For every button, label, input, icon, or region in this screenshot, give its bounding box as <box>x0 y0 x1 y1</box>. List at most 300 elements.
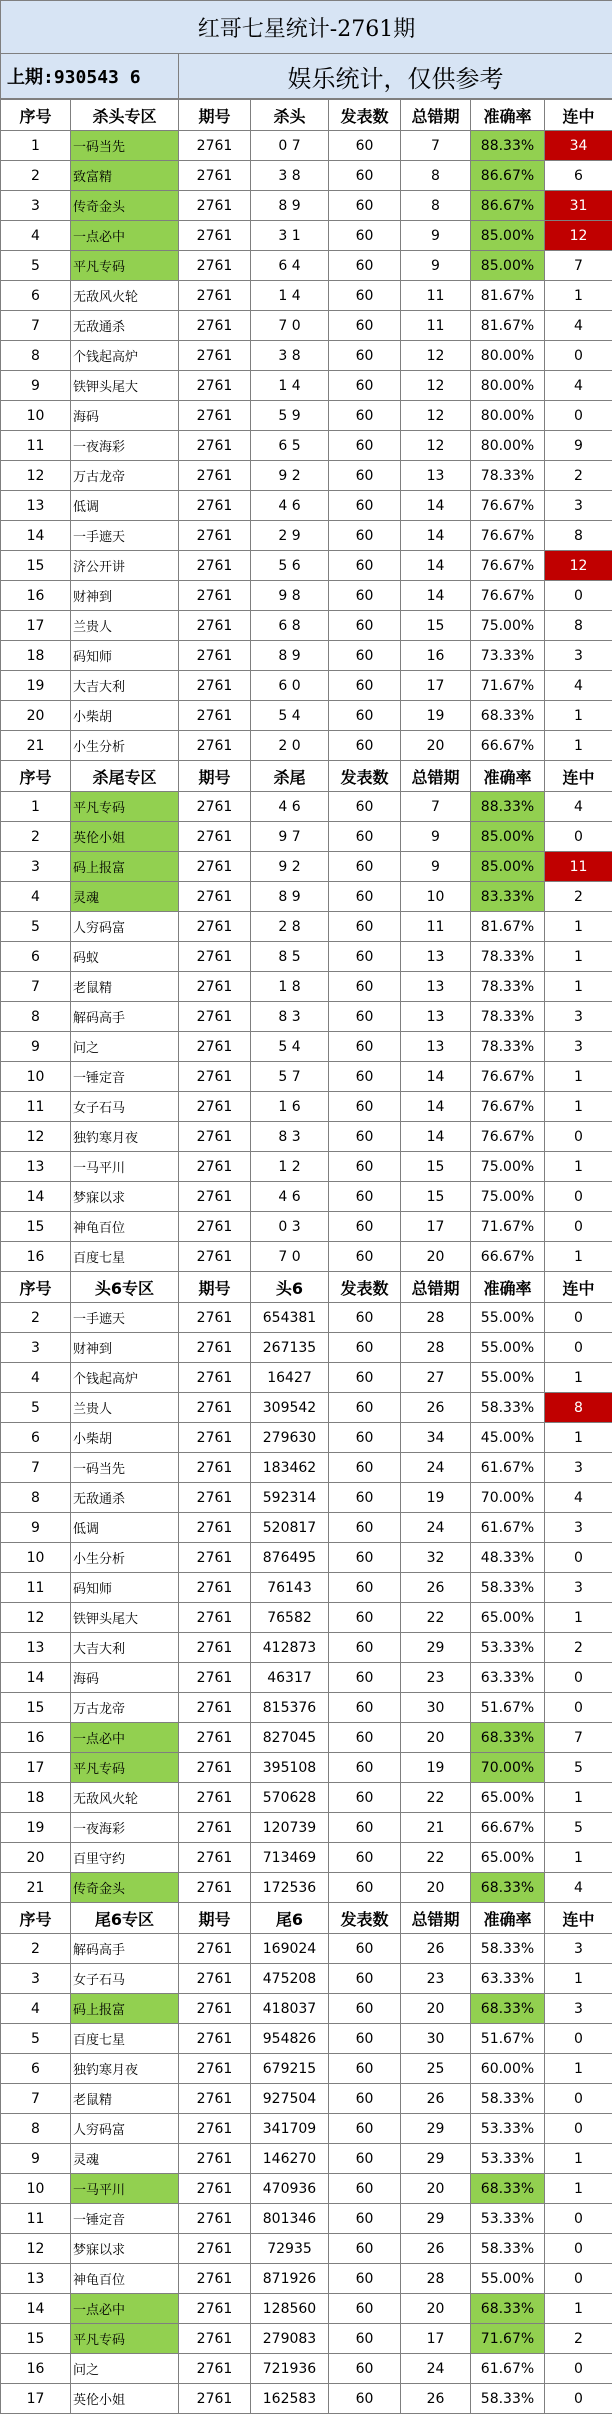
row-index-cell: 17 <box>1 2384 71 2414</box>
table-row <box>1 611 612 641</box>
table-row <box>1 1783 612 1813</box>
win-streak-cell: 3 <box>545 491 612 521</box>
tipster-name-cell: 女子石马 <box>71 1092 179 1122</box>
total-misses-cell: 28 <box>401 1333 471 1363</box>
row-index-cell: 13 <box>1 491 71 521</box>
win-streak-cell: 1 <box>545 2174 612 2204</box>
column-header-post-count: 发表数 <box>329 1272 401 1303</box>
win-streak-cell: 0 <box>545 1333 612 1363</box>
total-misses-cell: 25 <box>401 2054 471 2084</box>
table-row <box>1 1212 612 1242</box>
issue-number-cell: 2761 <box>179 1363 251 1393</box>
post-count-cell: 60 <box>329 1032 401 1062</box>
tipster-name-cell: 一码当先 <box>71 1453 179 1483</box>
table-row <box>1 1303 612 1333</box>
row-index-cell: 19 <box>1 1813 71 1843</box>
win-streak-cell: 11 <box>545 852 612 882</box>
prediction-cell: 6 4 <box>251 251 329 281</box>
tipster-name-cell: 灵魂 <box>71 2144 179 2174</box>
post-count-cell: 60 <box>329 852 401 882</box>
win-streak-cell: 1 <box>545 912 612 942</box>
table-row <box>1 2174 612 2204</box>
prediction-cell: 341709 <box>251 2114 329 2144</box>
prediction-cell: 0 3 <box>251 1212 329 1242</box>
tipster-name-cell: 码知师 <box>71 1573 179 1603</box>
post-count-cell: 60 <box>329 1453 401 1483</box>
table-row <box>1 341 612 371</box>
win-streak-cell: 0 <box>545 2114 612 2144</box>
issue-number-cell: 2761 <box>179 1633 251 1663</box>
prediction-cell: 713469 <box>251 1843 329 1873</box>
prediction-cell: 2 9 <box>251 521 329 551</box>
post-count-cell: 60 <box>329 2054 401 2084</box>
row-index-cell: 10 <box>1 2174 71 2204</box>
tipster-name-cell: 一点必中 <box>71 221 179 251</box>
prediction-cell: 412873 <box>251 1633 329 1663</box>
issue-number-cell: 2761 <box>179 731 251 761</box>
accuracy-rate-cell: 78.33% <box>471 942 545 972</box>
total-misses-cell: 14 <box>401 1122 471 1152</box>
row-index-cell: 15 <box>1 2324 71 2354</box>
table-row <box>1 1603 612 1633</box>
tipster-name-cell: 人穷码富 <box>71 2114 179 2144</box>
row-index-cell: 16 <box>1 1242 71 1272</box>
win-streak-cell: 3 <box>545 1453 612 1483</box>
table-row <box>1 281 612 311</box>
win-streak-cell: 4 <box>545 371 612 401</box>
table-row <box>1 1873 612 1903</box>
accuracy-rate-cell: 75.00% <box>471 1182 545 1212</box>
row-index-cell: 10 <box>1 1062 71 1092</box>
row-index-cell: 4 <box>1 882 71 912</box>
total-misses-cell: 27 <box>401 1363 471 1393</box>
win-streak-cell: 1 <box>545 1152 612 1182</box>
row-index-cell: 9 <box>1 1513 71 1543</box>
tipster-name-cell: 个钱起高炉 <box>71 341 179 371</box>
post-count-cell: 60 <box>329 191 401 221</box>
post-count-cell: 60 <box>329 161 401 191</box>
tipster-name-cell: 人穷码富 <box>71 912 179 942</box>
accuracy-rate-cell: 75.00% <box>471 611 545 641</box>
table-row <box>1 1483 612 1513</box>
accuracy-rate-cell: 58.33% <box>471 2234 545 2264</box>
disclaimer-motto: 娱乐统计，仅供参考 <box>179 54 612 99</box>
row-index-cell: 14 <box>1 521 71 551</box>
table-row <box>1 2234 612 2264</box>
tipster-name-cell: 小柴胡 <box>71 701 179 731</box>
issue-number-cell: 2761 <box>179 2294 251 2324</box>
section-header <box>1 1903 612 1934</box>
prediction-cell: 470936 <box>251 2174 329 2204</box>
win-streak-cell: 2 <box>545 882 612 912</box>
accuracy-rate-cell: 71.67% <box>471 2324 545 2354</box>
issue-number-cell: 2761 <box>179 1483 251 1513</box>
issue-number-cell: 2761 <box>179 1663 251 1693</box>
prediction-cell: 183462 <box>251 1453 329 1483</box>
win-streak-cell: 3 <box>545 1573 612 1603</box>
win-streak-cell: 3 <box>545 641 612 671</box>
win-streak-cell: 5 <box>545 1753 612 1783</box>
issue-number-cell: 2761 <box>179 1994 251 2024</box>
accuracy-rate-cell: 61.67% <box>471 1513 545 1543</box>
prediction-cell: 815376 <box>251 1693 329 1723</box>
row-index-cell: 14 <box>1 2294 71 2324</box>
table-row <box>1 972 612 1002</box>
issue-number-cell: 2761 <box>179 611 251 641</box>
post-count-cell: 60 <box>329 2264 401 2294</box>
accuracy-rate-cell: 71.67% <box>471 671 545 701</box>
row-index-cell: 16 <box>1 2354 71 2384</box>
table-row <box>1 521 612 551</box>
issue-number-cell: 2761 <box>179 221 251 251</box>
row-index-cell: 6 <box>1 942 71 972</box>
column-header-win-streak: 连中 <box>545 1903 612 1934</box>
table-row <box>1 401 612 431</box>
issue-number-cell: 2761 <box>179 1873 251 1903</box>
issue-number-cell: 2761 <box>179 2084 251 2114</box>
table-row <box>1 581 612 611</box>
tipster-name-cell: 码上报富 <box>71 1994 179 2024</box>
total-misses-cell: 14 <box>401 1062 471 1092</box>
accuracy-rate-cell: 85.00% <box>471 852 545 882</box>
total-misses-cell: 20 <box>401 1873 471 1903</box>
post-count-cell: 60 <box>329 1663 401 1693</box>
win-streak-cell: 4 <box>545 1483 612 1513</box>
win-streak-cell: 1 <box>545 281 612 311</box>
total-misses-cell: 15 <box>401 1182 471 1212</box>
prediction-cell: 7 0 <box>251 1242 329 1272</box>
table-row <box>1 2024 612 2054</box>
prediction-cell: 8 9 <box>251 641 329 671</box>
prediction-cell: 8 3 <box>251 1122 329 1152</box>
total-misses-cell: 23 <box>401 1964 471 1994</box>
win-streak-cell: 3 <box>545 1032 612 1062</box>
post-count-cell: 60 <box>329 1543 401 1573</box>
win-streak-cell: 31 <box>545 191 612 221</box>
post-count-cell: 60 <box>329 1333 401 1363</box>
column-header-win-streak: 连中 <box>545 100 612 131</box>
issue-number-cell: 2761 <box>179 942 251 972</box>
column-header-tipster-name: 杀尾专区 <box>71 761 179 792</box>
post-count-cell: 60 <box>329 2204 401 2234</box>
column-header-issue-number: 期号 <box>179 1903 251 1934</box>
column-header-accuracy-rate: 准确率 <box>471 100 545 131</box>
tipster-name-cell: 大吉大利 <box>71 671 179 701</box>
section-header <box>1 1272 612 1303</box>
tipster-name-cell: 个钱起高炉 <box>71 1363 179 1393</box>
tipster-name-cell: 财神到 <box>71 1333 179 1363</box>
row-index-cell: 6 <box>1 281 71 311</box>
post-count-cell: 60 <box>329 1873 401 1903</box>
prediction-cell: 827045 <box>251 1723 329 1753</box>
tipster-name-cell: 问之 <box>71 2354 179 2384</box>
row-index-cell: 12 <box>1 2234 71 2264</box>
row-index-cell: 20 <box>1 701 71 731</box>
accuracy-rate-cell: 85.00% <box>471 822 545 852</box>
issue-number-cell: 2761 <box>179 792 251 822</box>
tipster-name-cell: 兰贵人 <box>71 1393 179 1423</box>
total-misses-cell: 30 <box>401 1693 471 1723</box>
post-count-cell: 60 <box>329 281 401 311</box>
tipster-name-cell: 老鼠精 <box>71 2084 179 2114</box>
row-index-cell: 21 <box>1 1873 71 1903</box>
win-streak-cell: 1 <box>545 1603 612 1633</box>
column-header-win-streak: 连中 <box>545 761 612 792</box>
issue-number-cell: 2761 <box>179 2264 251 2294</box>
tipster-name-cell: 无敌风火轮 <box>71 281 179 311</box>
accuracy-rate-cell: 83.33% <box>471 882 545 912</box>
accuracy-rate-cell: 58.33% <box>471 1393 545 1423</box>
prediction-cell: 267135 <box>251 1333 329 1363</box>
row-index-cell: 12 <box>1 1603 71 1633</box>
total-misses-cell: 12 <box>401 371 471 401</box>
issue-number-cell: 2761 <box>179 1333 251 1363</box>
issue-number-cell: 2761 <box>179 1543 251 1573</box>
row-index-cell: 8 <box>1 341 71 371</box>
table-row <box>1 1813 612 1843</box>
total-misses-cell: 14 <box>401 521 471 551</box>
win-streak-cell: 1 <box>545 2294 612 2324</box>
table-row <box>1 1964 612 1994</box>
accuracy-rate-cell: 45.00% <box>471 1423 545 1453</box>
prediction-cell: 721936 <box>251 2354 329 2384</box>
accuracy-rate-cell: 76.67% <box>471 581 545 611</box>
post-count-cell: 60 <box>329 131 401 161</box>
tipster-name-cell: 传奇金头 <box>71 191 179 221</box>
issue-number-cell: 2761 <box>179 251 251 281</box>
total-misses-cell: 26 <box>401 1573 471 1603</box>
post-count-cell: 60 <box>329 371 401 401</box>
row-index-cell: 16 <box>1 1723 71 1753</box>
win-streak-cell: 1 <box>545 1843 612 1873</box>
post-count-cell: 60 <box>329 1994 401 2024</box>
column-header-prediction: 杀头 <box>251 100 329 131</box>
accuracy-rate-cell: 68.33% <box>471 1873 545 1903</box>
win-streak-cell: 1 <box>545 2144 612 2174</box>
total-misses-cell: 29 <box>401 2114 471 2144</box>
total-misses-cell: 15 <box>401 611 471 641</box>
accuracy-rate-cell: 61.67% <box>471 2354 545 2384</box>
column-header-total-misses: 总错期 <box>401 100 471 131</box>
tipster-name-cell: 铁钾头尾大 <box>71 371 179 401</box>
prediction-cell: 1 2 <box>251 1152 329 1182</box>
column-header-tipster-name: 头6专区 <box>71 1272 179 1303</box>
prediction-cell: 592314 <box>251 1483 329 1513</box>
tipster-name-cell: 海码 <box>71 1663 179 1693</box>
post-count-cell: 60 <box>329 431 401 461</box>
tipster-name-cell: 独钓寒月夜 <box>71 2054 179 2084</box>
total-misses-cell: 21 <box>401 1813 471 1843</box>
tipster-name-cell: 神龟百位 <box>71 1212 179 1242</box>
tipster-name-cell: 小柴胡 <box>71 1423 179 1453</box>
post-count-cell: 60 <box>329 1573 401 1603</box>
issue-number-cell: 2761 <box>179 1212 251 1242</box>
issue-number-cell: 2761 <box>179 2204 251 2234</box>
row-index-cell: 4 <box>1 1363 71 1393</box>
prediction-cell: 279083 <box>251 2324 329 2354</box>
total-misses-cell: 7 <box>401 792 471 822</box>
tipster-name-cell: 财神到 <box>71 581 179 611</box>
table-row <box>1 161 612 191</box>
tipster-name-cell: 百里守约 <box>71 1843 179 1873</box>
prediction-cell: 16427 <box>251 1363 329 1393</box>
accuracy-rate-cell: 55.00% <box>471 2264 545 2294</box>
total-misses-cell: 14 <box>401 581 471 611</box>
row-index-cell: 14 <box>1 1663 71 1693</box>
total-misses-cell: 20 <box>401 2174 471 2204</box>
issue-number-cell: 2761 <box>179 1242 251 1272</box>
tipster-name-cell: 一夜海彩 <box>71 1813 179 1843</box>
win-streak-cell: 0 <box>545 1543 612 1573</box>
table-row <box>1 491 612 521</box>
issue-number-cell: 2761 <box>179 1032 251 1062</box>
accuracy-rate-cell: 76.67% <box>471 1122 545 1152</box>
post-count-cell: 60 <box>329 1723 401 1753</box>
total-misses-cell: 12 <box>401 341 471 371</box>
accuracy-rate-cell: 53.33% <box>471 2114 545 2144</box>
row-index-cell: 3 <box>1 1964 71 1994</box>
stats-table <box>0 99 612 2414</box>
post-count-cell: 60 <box>329 2354 401 2384</box>
tipster-name-cell: 一点必中 <box>71 1723 179 1753</box>
prediction-cell: 46317 <box>251 1663 329 1693</box>
accuracy-rate-cell: 58.33% <box>471 1573 545 1603</box>
table-row <box>1 1002 612 1032</box>
prediction-cell: 927504 <box>251 2084 329 2114</box>
accuracy-rate-cell: 68.33% <box>471 2294 545 2324</box>
post-count-cell: 60 <box>329 1152 401 1182</box>
post-count-cell: 60 <box>329 521 401 551</box>
issue-number-cell: 2761 <box>179 1092 251 1122</box>
issue-number-cell: 2761 <box>179 2354 251 2384</box>
row-index-cell: 5 <box>1 1393 71 1423</box>
table-row <box>1 671 612 701</box>
win-streak-cell: 4 <box>545 671 612 701</box>
total-misses-cell: 19 <box>401 1753 471 1783</box>
prediction-cell: 9 2 <box>251 852 329 882</box>
tipster-name-cell: 解码高手 <box>71 1002 179 1032</box>
issue-number-cell: 2761 <box>179 2114 251 2144</box>
issue-number-cell: 2761 <box>179 1753 251 1783</box>
issue-number-cell: 2761 <box>179 191 251 221</box>
win-streak-cell: 1 <box>545 2054 612 2084</box>
total-misses-cell: 34 <box>401 1423 471 1453</box>
win-streak-cell: 0 <box>545 2204 612 2234</box>
prediction-cell: 146270 <box>251 2144 329 2174</box>
issue-number-cell: 2761 <box>179 431 251 461</box>
issue-number-cell: 2761 <box>179 822 251 852</box>
post-count-cell: 60 <box>329 1753 401 1783</box>
tipster-name-cell: 英伦小姐 <box>71 2384 179 2414</box>
issue-number-cell: 2761 <box>179 1182 251 1212</box>
post-count-cell: 60 <box>329 1633 401 1663</box>
accuracy-rate-cell: 53.33% <box>471 2144 545 2174</box>
tipster-name-cell: 无敌通杀 <box>71 1483 179 1513</box>
prediction-cell: 2 0 <box>251 731 329 761</box>
post-count-cell: 60 <box>329 1062 401 1092</box>
accuracy-rate-cell: 63.33% <box>471 1663 545 1693</box>
win-streak-cell: 8 <box>545 1393 612 1423</box>
accuracy-rate-cell: 53.33% <box>471 1633 545 1663</box>
total-misses-cell: 11 <box>401 912 471 942</box>
table-row <box>1 1663 612 1693</box>
accuracy-rate-cell: 68.33% <box>471 2174 545 2204</box>
prediction-cell: 279630 <box>251 1423 329 1453</box>
total-misses-cell: 17 <box>401 1212 471 1242</box>
prediction-cell: 72935 <box>251 2234 329 2264</box>
accuracy-rate-cell: 66.67% <box>471 1813 545 1843</box>
prediction-cell: 5 6 <box>251 551 329 581</box>
total-misses-cell: 17 <box>401 671 471 701</box>
win-streak-cell: 0 <box>545 2084 612 2114</box>
total-misses-cell: 17 <box>401 2324 471 2354</box>
table-row <box>1 1453 612 1483</box>
row-index-cell: 5 <box>1 251 71 281</box>
table-row <box>1 2054 612 2084</box>
accuracy-rate-cell: 76.67% <box>471 1092 545 1122</box>
column-header-issue-number: 期号 <box>179 761 251 792</box>
prediction-cell: 1 6 <box>251 1092 329 1122</box>
column-header-prediction: 头6 <box>251 1272 329 1303</box>
table-row <box>1 1092 612 1122</box>
total-misses-cell: 8 <box>401 161 471 191</box>
table-row <box>1 1543 612 1573</box>
table-row <box>1 1062 612 1092</box>
column-header-row-index: 序号 <box>1 1272 71 1303</box>
row-index-cell: 12 <box>1 1122 71 1152</box>
row-index-cell: 15 <box>1 1212 71 1242</box>
row-index-cell: 3 <box>1 1333 71 1363</box>
prediction-cell: 6 8 <box>251 611 329 641</box>
win-streak-cell: 8 <box>545 521 612 551</box>
tipster-name-cell: 铁钾头尾大 <box>71 1603 179 1633</box>
win-streak-cell: 1 <box>545 1783 612 1813</box>
accuracy-rate-cell: 51.67% <box>471 1693 545 1723</box>
post-count-cell: 60 <box>329 1843 401 1873</box>
post-count-cell: 60 <box>329 701 401 731</box>
row-index-cell: 12 <box>1 461 71 491</box>
issue-number-cell: 2761 <box>179 401 251 431</box>
post-count-cell: 60 <box>329 882 401 912</box>
row-index-cell: 13 <box>1 1152 71 1182</box>
total-misses-cell: 28 <box>401 2264 471 2294</box>
row-index-cell: 4 <box>1 1994 71 2024</box>
tipster-name-cell: 小生分析 <box>71 731 179 761</box>
win-streak-cell: 0 <box>545 581 612 611</box>
tipster-name-cell: 英伦小姐 <box>71 822 179 852</box>
accuracy-rate-cell: 53.33% <box>471 2204 545 2234</box>
row-index-cell: 2 <box>1 1934 71 1964</box>
prediction-cell: 169024 <box>251 1934 329 1964</box>
post-count-cell: 60 <box>329 972 401 1002</box>
accuracy-rate-cell: 65.00% <box>471 1603 545 1633</box>
tipster-name-cell: 平凡专码 <box>71 792 179 822</box>
accuracy-rate-cell: 58.33% <box>471 2384 545 2414</box>
total-misses-cell: 9 <box>401 251 471 281</box>
issue-number-cell: 2761 <box>179 1393 251 1423</box>
row-index-cell: 9 <box>1 371 71 401</box>
accuracy-rate-cell: 76.67% <box>471 551 545 581</box>
post-count-cell: 60 <box>329 1693 401 1723</box>
accuracy-rate-cell: 55.00% <box>471 1363 545 1393</box>
table-row <box>1 1994 612 2024</box>
issue-number-cell: 2761 <box>179 461 251 491</box>
previous-draw-value: 930543 6 <box>53 67 141 88</box>
column-header-accuracy-rate: 准确率 <box>471 1903 545 1934</box>
total-misses-cell: 12 <box>401 401 471 431</box>
prediction-cell: 6 5 <box>251 431 329 461</box>
row-index-cell: 7 <box>1 311 71 341</box>
